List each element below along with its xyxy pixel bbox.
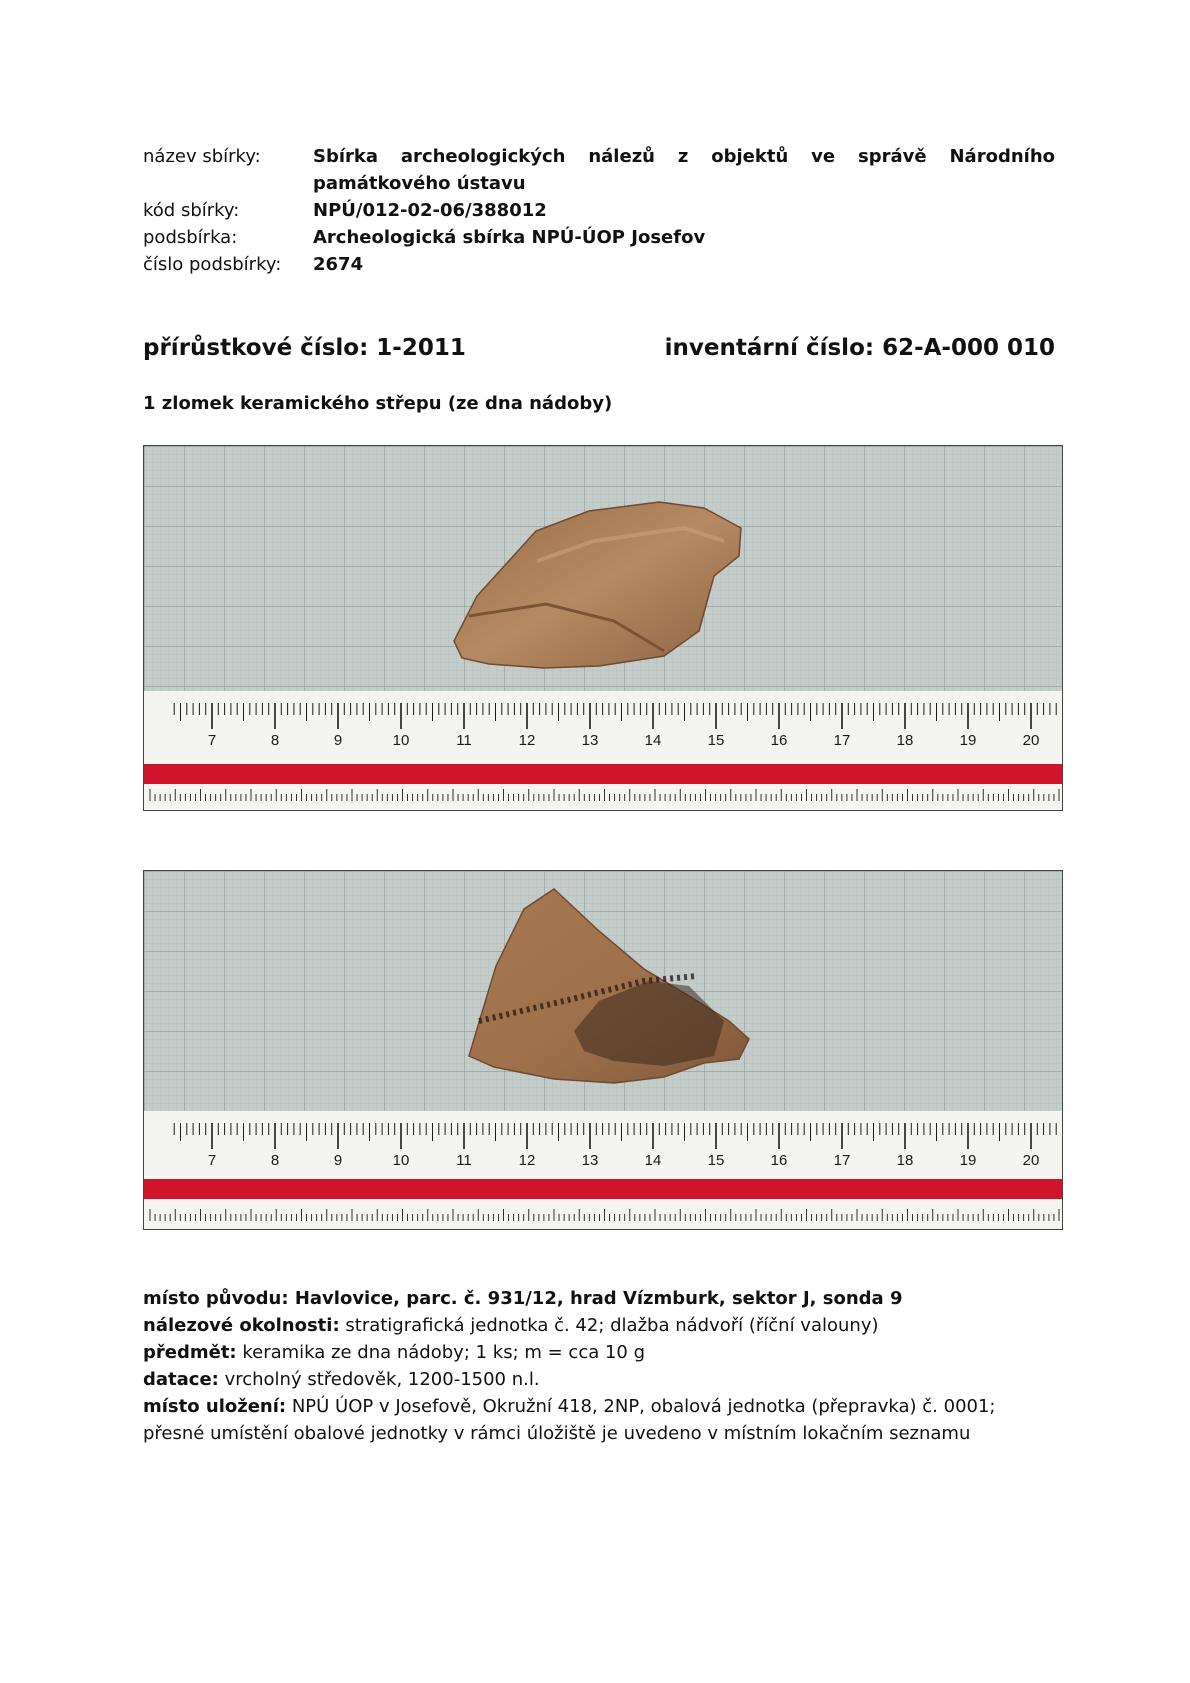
ruler-number: 9	[333, 732, 343, 749]
find-origin: místo původu: Havlovice, parc. č. 931/12, hrad Vízmburk, sektor J, sonda 9	[143, 1288, 903, 1309]
ruler-red-band	[144, 1179, 1062, 1199]
ruler-number: 14	[644, 1152, 662, 1169]
find-details	[143, 1285, 1058, 1447]
detail-label: datace:	[143, 1369, 219, 1390]
ruler-number: 18	[896, 732, 914, 749]
meta-row-collection-code	[143, 197, 1055, 224]
collection-metadata	[143, 143, 1055, 278]
ruler-number: 15	[707, 732, 725, 749]
ruler-number: 18	[896, 1152, 914, 1169]
detail-value: NPÚ ÚOP v Josefově, Okružní 418, 2NP, obalová jednotka (přepravka) č. 0001; přesné umístění obalové jednotky v rámci úložiště je uvedeno v místním lokačním seznamu	[143, 1396, 996, 1444]
detail-value: stratigrafická jednotka č. 42; dlažba nádvoří (říční valouny)	[339, 1315, 879, 1336]
accession-number: přírůstkové číslo: 1-2011	[143, 335, 466, 361]
meta-row-subcollection	[143, 224, 1055, 251]
photo-canvas	[144, 871, 1062, 1229]
meta-label: číslo podsbírky:	[143, 254, 282, 275]
detail-value: vrcholný středověk, 1200-1500 n.l.	[218, 1369, 540, 1390]
meta-value: Archeologická sbírka NPÚ-ÚOP Josefov	[313, 227, 706, 248]
ruler-number: 16	[770, 732, 788, 749]
detail-label: předmět:	[143, 1342, 237, 1363]
photo-shard-outer	[143, 870, 1063, 1230]
object-title: 1 zlomek keramického střepu (ze dna nádoby)	[143, 393, 613, 414]
ruler-number: 19	[959, 1152, 977, 1169]
meta-value: NPÚ/012-02-06/388012	[313, 200, 547, 221]
meta-label: podsbírka:	[143, 227, 238, 248]
detail-label: místo uložení:	[143, 1396, 287, 1417]
photo-canvas	[144, 446, 1062, 810]
ruler-number: 11	[456, 1152, 472, 1169]
ruler-number: 15	[707, 1152, 725, 1169]
meta-row-collection-name	[143, 143, 1055, 197]
ruler-number: 7	[207, 732, 217, 749]
ruler-number: 11	[456, 732, 472, 749]
detail-label: nálezové okolnosti:	[143, 1315, 340, 1336]
meta-label: název sbírky:	[143, 146, 261, 167]
find-storage	[143, 1393, 1058, 1447]
find-circumstances	[143, 1312, 1058, 1339]
ruler-number: 20	[1022, 732, 1040, 749]
ruler-red-band	[144, 764, 1062, 784]
ruler-number: 14	[644, 732, 662, 749]
ruler-number: 13	[581, 732, 599, 749]
meta-row-subcollection-number	[143, 251, 1055, 278]
ruler-number: 9	[333, 1152, 343, 1169]
inventory-number: inventární číslo: 62-A-000 010	[664, 335, 1055, 361]
ruler-number: 7	[207, 1152, 217, 1169]
ruler-number: 13	[581, 1152, 599, 1169]
ruler-number: 17	[833, 1152, 851, 1169]
ruler-number: 8	[270, 732, 280, 749]
meta-label: kód sbírky:	[143, 200, 240, 221]
ruler	[144, 1111, 1062, 1229]
catalog-numbers	[143, 335, 1055, 365]
detail-value: keramika ze dna nádoby; 1 ks; m = cca 10 g	[236, 1342, 646, 1363]
meta-value: 2674	[313, 254, 364, 275]
ruler-number: 12	[518, 732, 536, 749]
ruler-number: 10	[392, 1152, 410, 1169]
ruler-number: 20	[1022, 1152, 1040, 1169]
ruler-number: 12	[518, 1152, 536, 1169]
find-dating	[143, 1366, 1058, 1393]
meta-value: Sbírka archeologických nálezů z objektů ve správě Národního památkového ústavu	[313, 146, 1055, 194]
ruler	[144, 691, 1062, 810]
ruler-number: 16	[770, 1152, 788, 1169]
ruler-number: 10	[392, 732, 410, 749]
ruler-number: 19	[959, 732, 977, 749]
photo-shard-inner	[143, 445, 1063, 811]
ruler-number: 17	[833, 732, 851, 749]
find-object	[143, 1339, 1058, 1366]
ruler-number: 8	[270, 1152, 280, 1169]
